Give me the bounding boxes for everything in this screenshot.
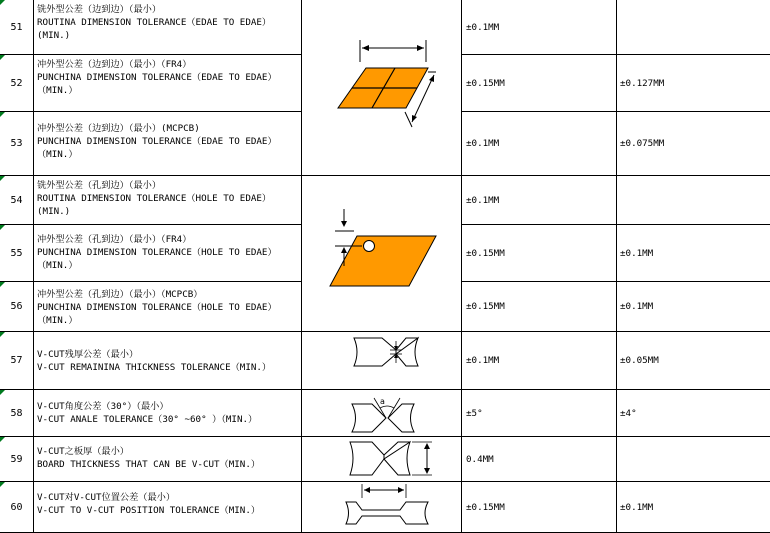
description-cn: 冲外型公差（孔到边）（最小）（FR4） bbox=[37, 234, 192, 245]
description-min: （MIN.） bbox=[37, 149, 78, 160]
row-number-text: 57 bbox=[10, 355, 23, 366]
description-cn: V-CUT角度公差（30°）（最小） bbox=[37, 401, 169, 412]
tolerance-cell-1[interactable]: ±5° bbox=[461, 390, 617, 437]
row-number-text: 55 bbox=[10, 247, 23, 259]
row-number[interactable] bbox=[0, 55, 34, 112]
row-number[interactable] bbox=[0, 390, 34, 437]
row-number[interactable] bbox=[0, 0, 34, 55]
description-cell[interactable] bbox=[34, 55, 302, 112]
row-number[interactable] bbox=[0, 225, 34, 282]
tolerance-cell-2[interactable] bbox=[617, 176, 770, 225]
description-min: （MIN.） bbox=[37, 260, 78, 271]
description-cn: V-CUT之板厚（最小） bbox=[37, 446, 129, 457]
row-number[interactable] bbox=[0, 112, 34, 176]
row-number-text: 59 bbox=[10, 453, 23, 465]
description-min: (MIN.) bbox=[37, 206, 71, 217]
tolerance-cell-1[interactable]: ±0.15MM bbox=[461, 55, 617, 112]
description-min: (MIN.) bbox=[37, 30, 71, 41]
comment-marker bbox=[0, 225, 5, 230]
hole-to-edge-figure bbox=[302, 176, 461, 332]
row-number[interactable] bbox=[0, 437, 34, 482]
tolerance-cell-2[interactable]: ±0.05MM bbox=[617, 332, 770, 390]
comment-marker bbox=[0, 282, 5, 287]
vcut-thickness-figure bbox=[302, 332, 461, 390]
description-cn: 冲外型公差（孔到边）（最小）（MCPCB） bbox=[37, 289, 203, 300]
comment-marker bbox=[0, 55, 5, 60]
row-number-text: 60 bbox=[10, 501, 23, 513]
description-cell[interactable] bbox=[34, 282, 302, 332]
description-cn: 铣外型公差（孔到边）（最小） bbox=[37, 180, 162, 191]
edge-to-edge-figure bbox=[302, 0, 461, 176]
angle-label: a bbox=[380, 397, 385, 406]
description-cell[interactable] bbox=[34, 112, 302, 176]
tolerance-cell-1[interactable]: ±0.1MM bbox=[461, 0, 617, 55]
tolerance-cell-2[interactable]: ±4° bbox=[617, 390, 770, 437]
row-number-text: 58 bbox=[10, 407, 23, 419]
description-cell[interactable] bbox=[34, 332, 302, 390]
description-en: PUNCHINA DIMENSION TOLERANCE（HOLE TO EDAE） bbox=[37, 302, 277, 313]
tolerance-cell-2[interactable]: ±0.1MM bbox=[617, 225, 770, 282]
tolerance-cell-2[interactable] bbox=[617, 0, 770, 55]
description-cn: 冲外型公差（边到边）（最小）（FR4） bbox=[37, 59, 192, 70]
description-en: PUNCHINA DIMENSION TOLERANCE（HOLE TO EDAE） bbox=[37, 247, 277, 258]
description-cn: 铣外型公差（边到边）（最小） bbox=[37, 4, 162, 15]
board-shape bbox=[330, 236, 436, 286]
row-number[interactable] bbox=[0, 482, 34, 533]
row-number-text: 52 bbox=[10, 77, 23, 89]
row-number-text: 53 bbox=[10, 138, 23, 149]
comment-marker bbox=[0, 390, 5, 395]
tolerance-cell-1[interactable]: ±0.1MM bbox=[461, 112, 617, 176]
hole-icon bbox=[364, 241, 375, 252]
description-cell[interactable] bbox=[34, 482, 302, 533]
comment-marker bbox=[0, 482, 5, 487]
description-cell[interactable] bbox=[34, 437, 302, 482]
description-cell[interactable] bbox=[34, 390, 302, 437]
description-en: ROUTINA DIMENSION TOLERANCE（EDAE TO EDAE） bbox=[37, 17, 272, 28]
description-en: BOARD THICKNESS THAT CAN BE V-CUT（MIN.） bbox=[37, 459, 261, 470]
tolerance-cell-2[interactable]: ±0.127MM bbox=[617, 55, 770, 112]
description-cell[interactable] bbox=[34, 225, 302, 282]
tolerance-cell-2[interactable]: ±0.1MM bbox=[617, 282, 770, 332]
description-cn: 冲外型公差（边到边）（最小）(MCPCB) bbox=[37, 123, 200, 134]
tolerance-cell-1[interactable]: 0.4MM bbox=[461, 437, 617, 482]
comment-marker bbox=[0, 176, 5, 181]
description-en: V-CUT TO V-CUT POSITION TOLERANCE（MIN.） bbox=[37, 505, 261, 516]
description-cell[interactable] bbox=[34, 176, 302, 225]
tolerance-cell-1[interactable]: ±0.1MM bbox=[461, 332, 617, 390]
vcut-position-figure bbox=[302, 482, 461, 533]
tolerance-cell-2[interactable] bbox=[617, 437, 770, 482]
tolerance-cell-2[interactable]: ±0.1MM bbox=[617, 482, 770, 533]
tolerance-cell-1[interactable]: ±0.15MM bbox=[461, 482, 617, 533]
row-number[interactable] bbox=[0, 282, 34, 332]
tolerance-cell-1[interactable]: ±0.15MM bbox=[461, 282, 617, 332]
comment-marker bbox=[0, 332, 5, 337]
tolerance-cell-1[interactable]: ±0.1MM bbox=[461, 176, 617, 225]
description-min: （MIN.） bbox=[37, 315, 78, 326]
comment-marker bbox=[0, 112, 5, 117]
comment-marker bbox=[0, 437, 5, 442]
description-cn: V-CUT残厚公差（最小） bbox=[37, 349, 139, 360]
row-number[interactable] bbox=[0, 176, 34, 225]
tolerance-cell-2[interactable]: ±0.075MM bbox=[617, 112, 770, 176]
vcut-angle-figure bbox=[302, 390, 461, 437]
comment-marker bbox=[0, 0, 5, 5]
row-number-text: 56 bbox=[10, 301, 23, 312]
tolerance-cell-1[interactable]: ±0.15MM bbox=[461, 225, 617, 282]
description-en: V-CUT REMAININA THICKNESS TOLERANCE（MIN.） bbox=[37, 362, 272, 373]
description-en: PUNCHINA DIMENSION TOLERANCE（EDAE TO EDAE） bbox=[37, 72, 277, 83]
description-min: （MIN.） bbox=[37, 85, 78, 96]
description-en: ROUTINA DIMENSION TOLERANCE（HOLE TO EDAE） bbox=[37, 193, 272, 204]
row-number-text: 54 bbox=[10, 194, 23, 206]
row-number[interactable] bbox=[0, 332, 34, 390]
description-en: V-CUT ANALE TOLERANCE（30° ~60° ）（MIN.） bbox=[37, 414, 258, 425]
row-number-text: 51 bbox=[10, 21, 23, 33]
vcut-board-thickness-figure bbox=[302, 437, 461, 482]
description-cell[interactable] bbox=[34, 0, 302, 55]
description-en: PUNCHINA DIMENSION TOLERANCE（EDAE TO EDAE） bbox=[37, 136, 277, 147]
description-cn: V-CUT对V-CUT位置公差（最小） bbox=[37, 492, 176, 503]
